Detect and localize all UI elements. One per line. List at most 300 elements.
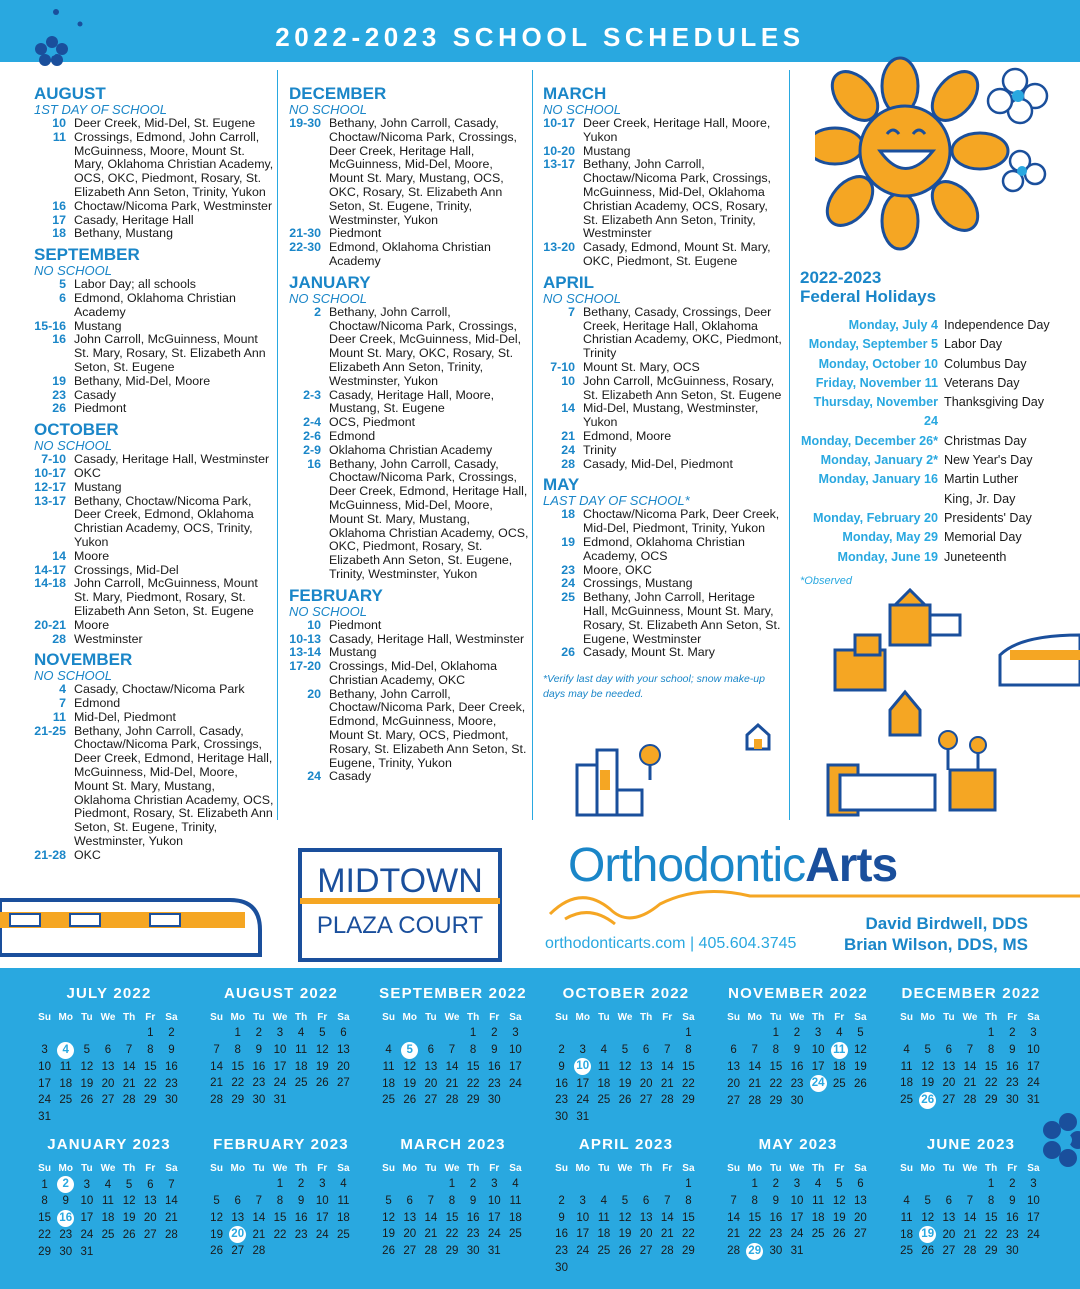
entry-date: 10-13 <box>289 631 321 646</box>
doctors <box>844 913 1028 955</box>
calendar-day: 1 <box>987 1178 995 1191</box>
calendar-day: 19 <box>854 1061 867 1074</box>
calendar-day: 19 <box>921 1077 935 1090</box>
calendar-day <box>399 1176 420 1193</box>
weekday-header: Tu <box>943 1011 955 1023</box>
calendar-day: 14 <box>252 1211 266 1224</box>
calendar-day <box>441 1025 462 1042</box>
calendar-day: 18 <box>509 1211 522 1224</box>
entry-schools: Bethany, John Carroll, Casady, Choctaw/Nicoma Park, Crossings, Deer Creek, Edmond, Heritage Hall, McGuinness, Mid-Del, Moore, Mount St. Mary, Mustang, Oklahoma Christian Academy, OCS, OKC, Piedmont, Rosary, St. Elizabeth Ann Seton, St. Eugene, Trinity, Westminster, Yukon <box>329 456 529 581</box>
calendar-day: 1 <box>685 1027 692 1040</box>
calendar-day: 17 <box>1027 1211 1040 1224</box>
schedule-entry <box>34 453 274 467</box>
calendar-day: 10 <box>1027 1044 1040 1057</box>
calendar-title: DECEMBER 2022 <box>901 985 1041 1002</box>
calendar-day <box>938 1025 959 1042</box>
calendar-day <box>119 1109 140 1126</box>
calendar-day: 15 <box>445 1211 459 1224</box>
calendar-day: 7 <box>966 1195 974 1208</box>
calendar-day: 23 <box>466 1228 480 1241</box>
entry-schools: Trinity <box>583 442 617 457</box>
holiday-date: Monday, September 5 <box>808 337 938 352</box>
calendar-day <box>206 1176 227 1193</box>
calendar-day: 20 <box>424 1077 438 1090</box>
entry-date: 24 <box>561 442 575 457</box>
weekday-header: Tu <box>943 1162 955 1174</box>
calendar-day <box>55 1109 76 1126</box>
schedule-entry <box>34 320 274 334</box>
calendar-day: 11 <box>382 1061 395 1074</box>
month-subheading: NO SCHOOL <box>543 102 622 117</box>
calendar-day: 2 <box>558 1195 565 1208</box>
holiday-marker: 10 <box>574 1058 591 1075</box>
entry-schools: Casady, Edmond, Mount St. Mary, OKC, Piedmont, St. Eugene <box>583 240 771 268</box>
calendar-day: 15 <box>984 1211 998 1224</box>
calendar-day: 2 <box>297 1178 305 1191</box>
schedule-entry <box>34 697 274 711</box>
weekday-header: Th <box>295 1162 308 1174</box>
column-divider <box>532 70 533 820</box>
calendar-day: 5 <box>385 1195 392 1208</box>
calendar-day: 13 <box>403 1211 417 1224</box>
calendar-day: 16 <box>487 1061 501 1074</box>
weekday-header: Sa <box>1027 1162 1040 1174</box>
calendar-day: 4 <box>297 1027 305 1040</box>
entry-date: 7 <box>568 304 575 319</box>
calendar-day: 14 <box>122 1061 136 1074</box>
calendar-day: 30 <box>59 1245 73 1258</box>
calendar-day: 8 <box>234 1044 241 1057</box>
calendar-day: 14 <box>445 1061 459 1074</box>
calendar-day: 25 <box>294 1077 308 1090</box>
weekday-header: Th <box>640 1162 653 1174</box>
calendar-day <box>917 1176 938 1193</box>
calendar-day <box>896 1025 917 1042</box>
schedule-column-1 <box>34 80 274 863</box>
calendar-day: 31 <box>38 1111 51 1124</box>
calendar-day: 19 <box>210 1228 223 1241</box>
calendar-day: 8 <box>751 1195 758 1208</box>
calendar-day: 3 <box>579 1195 586 1208</box>
schedule-entry <box>543 577 783 591</box>
entry-date: 4 <box>59 682 66 697</box>
schedule-entry <box>34 227 274 241</box>
calendar-day: 21 <box>252 1228 266 1241</box>
calendar-day: 10 <box>315 1195 329 1208</box>
calendar-day <box>312 1243 333 1260</box>
calendar-day: 11 <box>59 1061 72 1074</box>
calendar-day: 20 <box>143 1212 157 1225</box>
weekday-header: Th <box>295 1011 308 1023</box>
calendar-day: 6 <box>642 1195 650 1208</box>
calendar-day: 15 <box>466 1061 480 1074</box>
month-calendar <box>723 1136 873 1260</box>
calendar-title: AUGUST 2022 <box>223 985 339 1002</box>
holiday-row <box>800 316 1070 335</box>
calendar-day: 19 <box>832 1211 846 1224</box>
calendar-day <box>76 1025 97 1042</box>
calendar-day: 18 <box>337 1211 350 1224</box>
calendar-day: 10 <box>811 1044 825 1057</box>
entry-date: 2 <box>314 304 321 319</box>
calendar-day: 12 <box>122 1195 136 1208</box>
calendar-day: 2 <box>793 1027 801 1040</box>
calendar-day: 29 <box>445 1245 459 1258</box>
entry-date: 19-30 <box>289 116 321 130</box>
holiday-marker: 26 <box>919 1092 936 1109</box>
entry-date: 21 <box>561 428 575 443</box>
calendar-day <box>917 1226 938 1243</box>
calendar-day: 8 <box>685 1195 692 1208</box>
calendar-day: 22 <box>143 1077 157 1090</box>
entry-date: 23 <box>561 562 575 577</box>
calendar-day: 27 <box>639 1094 653 1107</box>
calendar-day <box>657 1176 678 1193</box>
calendar-day: 9 <box>772 1195 780 1208</box>
calendar-day <box>614 1259 635 1276</box>
orthodontic-arts-logo: OrthodonticArts <box>568 839 898 892</box>
calendar-day <box>505 1243 526 1260</box>
calendar-day: 22 <box>273 1228 287 1241</box>
entry-date: 2-4 <box>303 415 321 430</box>
calendar-day: 28 <box>660 1094 674 1107</box>
weekday-header: Su <box>555 1162 568 1174</box>
schedule-entry <box>543 444 783 458</box>
calendar-day: 16 <box>769 1211 783 1224</box>
calendar-day: 30 <box>790 1094 804 1107</box>
doctor-1: David Birdwell, DDS <box>865 914 1028 933</box>
entry-schools: Choctaw/Nicoma Park, Westminster <box>74 198 273 213</box>
holiday-marker: 24 <box>810 1075 827 1092</box>
calendar-day <box>723 1025 744 1042</box>
entry-schools: Westminster <box>74 631 143 646</box>
calendar-day: 2 <box>469 1178 477 1191</box>
calendar-day: 12 <box>618 1211 632 1224</box>
calendar-day: 24 <box>315 1228 329 1241</box>
calendar-day <box>850 1092 871 1109</box>
month-calendar <box>34 1136 184 1260</box>
schedule-entry <box>289 458 529 582</box>
month-heading: AUGUST <box>34 84 106 103</box>
schedule-entry <box>34 402 274 416</box>
calendar-day: 4 <box>903 1044 910 1057</box>
calendar-day <box>269 1243 290 1260</box>
calendar-day: 23 <box>59 1229 73 1242</box>
calendar-day: 28 <box>660 1245 674 1258</box>
calendar-day: 12 <box>921 1060 935 1073</box>
calendar-day: 1 <box>41 1178 48 1191</box>
calendar-day: 29 <box>466 1094 480 1107</box>
weekday-header: Mo <box>58 1162 73 1174</box>
calendar-day: 28 <box>122 1094 136 1107</box>
calendar-day: 23 <box>555 1245 568 1258</box>
schedule-entry <box>34 333 274 374</box>
schedule-entry <box>543 158 783 241</box>
calendar-day: 17 <box>273 1060 287 1073</box>
entry-schools: Edmond, Moore <box>583 428 672 443</box>
calendar-day: 24 <box>790 1228 804 1241</box>
calendar-day: 21 <box>660 1228 674 1241</box>
calendar-day <box>744 1025 765 1042</box>
calendar-day <box>636 1025 657 1042</box>
schedule-entry <box>34 200 274 214</box>
calendar-day: 16 <box>165 1061 178 1074</box>
weekday-header: Tu <box>253 1011 265 1023</box>
calendar-day: 29 <box>769 1094 783 1107</box>
calendar-day: 22 <box>984 1228 998 1241</box>
header-bar <box>0 0 1080 62</box>
entry-schools: Moore, OKC <box>583 562 652 577</box>
schedule-entry <box>34 495 274 550</box>
calendar-day: 29 <box>984 1245 998 1258</box>
calendar-day: 31 <box>576 1111 590 1124</box>
entry-schools: Casady, Mount St. Mary <box>583 645 715 660</box>
calendar-day: 20 <box>101 1077 115 1090</box>
weekday-header: Tu <box>598 1011 610 1023</box>
entry-schools: Crossings, Edmond, John Carroll, McGuinness, Moore, Mount St. Mary, Oklahoma Christian Academy, OCS, OKC, Piedmont, Rosary, St. Elizabeth Ann Seton, Trinity, Yukon <box>74 129 274 199</box>
calendar-day: 15 <box>143 1061 157 1074</box>
calendar-day: 23 <box>769 1228 783 1241</box>
entry-date: 17 <box>52 212 66 227</box>
calendar-day: 15 <box>682 1060 695 1073</box>
schedule-entry <box>289 117 529 227</box>
calendar-day: 24 <box>1027 1228 1040 1241</box>
calendar-day <box>140 1109 161 1126</box>
calendar-day: 19 <box>618 1077 632 1090</box>
calendar-day: 26 <box>382 1245 395 1258</box>
weekday-header: Tu <box>770 1011 782 1023</box>
calendar-day: 25 <box>382 1094 395 1107</box>
calendar-day: 18 <box>832 1061 846 1074</box>
calendar-day <box>636 1109 657 1126</box>
calendar-day: 16 <box>790 1061 804 1074</box>
calendar-day <box>97 1109 118 1126</box>
calendar-day <box>291 1243 312 1260</box>
calendar-day: 5 <box>213 1195 220 1208</box>
month-heading: DECEMBER <box>289 84 387 103</box>
weekday-header: Su <box>210 1162 223 1174</box>
holiday-date: Monday, May 29 <box>842 530 938 545</box>
calendar-day: 11 <box>509 1195 522 1208</box>
schedule-entry <box>34 619 274 633</box>
calendar-day: 31 <box>487 1245 501 1258</box>
schedule-entry <box>543 564 783 578</box>
calendar-day <box>1023 1243 1044 1260</box>
holiday-name: Thanksgiving Day <box>944 395 1045 410</box>
schedule-entry <box>543 241 783 269</box>
entry-date: 28 <box>52 631 66 646</box>
trolley-illustration <box>0 840 540 970</box>
calendar-day: 19 <box>80 1077 94 1090</box>
weekday-header: Mo <box>747 1162 762 1174</box>
verify-note: *Verify last day with your school; snow make-up days may be needed. <box>543 673 765 701</box>
calendar-day: 22 <box>231 1077 245 1090</box>
weekday-header: Fr <box>834 1162 845 1174</box>
calendar-day: 7 <box>448 1044 456 1057</box>
weekday-header: Th <box>812 1162 825 1174</box>
calendar-day <box>917 1092 938 1109</box>
calendar-day: 16 <box>555 1228 568 1241</box>
calendar-day <box>678 1109 699 1126</box>
calendar-day: 20 <box>639 1077 653 1090</box>
calendar-day: 10 <box>576 1211 590 1224</box>
calendar-day: 6 <box>642 1044 650 1057</box>
calendar-day: 8 <box>685 1044 692 1057</box>
weekday-header: We <box>272 1011 288 1023</box>
schedule-entry <box>543 306 783 361</box>
calendar-day: 9 <box>491 1044 498 1057</box>
calendar-day: 12 <box>403 1061 417 1074</box>
calendar-day: 22 <box>445 1228 459 1241</box>
schedule-entry <box>34 292 274 320</box>
holiday-date: Monday, January 2* <box>820 453 938 468</box>
calendar-day: 21 <box>424 1228 438 1241</box>
calendar-day: 15 <box>984 1060 998 1073</box>
calendar-day: 24 <box>509 1077 522 1090</box>
calendar-day: 2 <box>1009 1178 1016 1191</box>
calendar-day: 1 <box>987 1027 995 1040</box>
calendar-day: 22 <box>682 1077 695 1090</box>
schedule-entry <box>34 131 274 200</box>
calendar-day: 27 <box>101 1094 115 1107</box>
calendar-day <box>829 1042 850 1059</box>
entry-schools: Mount St. Mary, OCS <box>583 359 700 374</box>
calendar-day <box>959 1025 980 1042</box>
calendar-day: 8 <box>469 1044 477 1057</box>
holiday-name: Christmas Day <box>944 433 1027 448</box>
calendar-day: 17 <box>315 1211 329 1224</box>
entry-schools: Bethany, John Carroll, Choctaw/Nicoma Park, Crossings, Deer Creek, McGuinness, Mid-Del, Mount St. Mary, OKC, Rosary, St. Elizabeth Ann Seton, Trinity, Westminster, Yukon <box>329 304 522 388</box>
entry-date: 7 <box>59 696 66 711</box>
calendar-day: 28 <box>748 1094 762 1107</box>
calendar-day: 2 <box>772 1178 780 1191</box>
calendar-day: 20 <box>942 1228 956 1241</box>
entry-schools: OCS, Piedmont <box>329 415 416 430</box>
calendar-day: 4 <box>600 1044 608 1057</box>
calendar-day: 13 <box>337 1044 350 1057</box>
calendar-day <box>808 1092 829 1109</box>
entry-date: 13-17 <box>543 157 575 172</box>
calendar-day: 18 <box>597 1077 611 1090</box>
calendar-day: 7 <box>966 1044 974 1057</box>
calendar-day <box>312 1092 333 1109</box>
schedule-entry <box>543 375 783 403</box>
calendar-day: 19 <box>315 1060 329 1073</box>
calendar-day: 14 <box>748 1061 762 1074</box>
website-phone: orthodonticarts.com | 405.604.3745 <box>545 935 797 952</box>
flower-icon <box>1040 1110 1080 1180</box>
entry-schools: Choctaw/Nicoma Park, Deer Creek, Mid-Del, Piedmont, Trinity, Yukon <box>583 507 780 536</box>
weekday-header: Su <box>900 1011 913 1023</box>
entry-schools: Moore <box>74 617 110 632</box>
entry-date: 5 <box>59 277 66 292</box>
holiday-name: Memorial Day <box>944 530 1022 545</box>
weekday-header: Fr <box>834 1011 845 1023</box>
calendar-day <box>657 1109 678 1126</box>
month-calendar <box>206 1136 356 1260</box>
calendar-day: 27 <box>942 1245 956 1258</box>
holiday-name: Independence Day <box>944 318 1050 332</box>
calendar-title: JUNE 2023 <box>926 1136 1016 1153</box>
entry-date: 14 <box>561 401 575 416</box>
holiday-row <box>800 393 1070 432</box>
weekday-header: We <box>789 1162 805 1174</box>
entry-schools: Edmond <box>329 428 376 443</box>
entry-schools: Casady, Heritage Hall <box>74 212 194 227</box>
schedule-entry <box>34 725 274 849</box>
entry-date: 18 <box>561 507 575 522</box>
entry-date: 10-17 <box>34 465 66 480</box>
calendar-day: 23 <box>1005 1077 1019 1090</box>
calendar-day <box>614 1176 635 1193</box>
calendar-day: 4 <box>814 1178 822 1191</box>
calendar-day <box>744 1243 765 1260</box>
calendar-day: 18 <box>59 1077 73 1090</box>
holiday-date: Monday, January 16 <box>818 472 938 487</box>
entry-schools: Bethany, John Carroll, Heritage Hall, McGuinness, Mount St. Mary, Rosary, St. Elizabeth Ann Seton, St. Eugene, Westminster <box>583 590 781 646</box>
calendar-day <box>399 1042 420 1059</box>
month-subheading: NO SCHOOL <box>289 102 368 117</box>
calendar-day: 9 <box>558 1211 565 1224</box>
schedule-entry <box>34 550 274 564</box>
calendar-day: 7 <box>255 1195 263 1208</box>
calendar-day <box>896 1176 917 1193</box>
calendar-day: 12 <box>382 1211 395 1224</box>
calendar-day <box>723 1176 744 1193</box>
calendar-day <box>161 1243 182 1260</box>
calendar-day <box>657 1259 678 1276</box>
holiday-row <box>800 432 1070 451</box>
holiday-row <box>800 509 1070 528</box>
holiday-marker: 19 <box>919 1226 936 1243</box>
holiday-name: Columbus Day <box>944 356 1027 371</box>
weekday-header: Su <box>900 1162 913 1174</box>
schedule-entry <box>289 660 529 688</box>
calendar-day <box>572 1176 593 1193</box>
holiday-date: Monday, December 26* <box>801 433 938 448</box>
schedule-entry <box>34 375 274 389</box>
calendar-day: 15 <box>231 1060 245 1073</box>
weekday-header: Su <box>38 1162 51 1174</box>
weekday-header: Mo <box>920 1162 935 1174</box>
calendar-day: 1 <box>751 1178 758 1191</box>
calendar-day: 27 <box>639 1245 653 1258</box>
calendar-day: 22 <box>769 1077 783 1090</box>
holidays-list <box>800 316 1070 567</box>
weekday-header: Sa <box>165 1011 178 1023</box>
entry-date: 10-17 <box>543 116 575 130</box>
calendar-day: 18 <box>900 1077 913 1090</box>
schedule-entry <box>289 646 529 660</box>
calendar-day <box>378 1025 399 1042</box>
weekday-header: Sa <box>337 1162 350 1174</box>
schedule-entry <box>34 389 274 403</box>
calendar-day: 16 <box>252 1060 266 1073</box>
calendar-title: JULY 2022 <box>66 985 152 1002</box>
entry-schools: Casady, Heritage Hall, Westminster <box>329 631 525 646</box>
calendar-day: 23 <box>487 1077 501 1090</box>
month-calendar <box>723 985 873 1109</box>
calendar-day: 11 <box>337 1195 350 1208</box>
calendar-day: 27 <box>231 1245 245 1258</box>
calendar-day <box>636 1176 657 1193</box>
schedule-entry <box>289 241 529 269</box>
calendar-day: 5 <box>924 1195 931 1208</box>
calendar-day: 11 <box>900 1211 913 1224</box>
calendar-day <box>55 1210 76 1227</box>
calendar-day <box>850 1243 871 1260</box>
entry-schools: Crossings, Mid-Del, Oklahoma Christian Academy, OKC <box>329 659 498 687</box>
